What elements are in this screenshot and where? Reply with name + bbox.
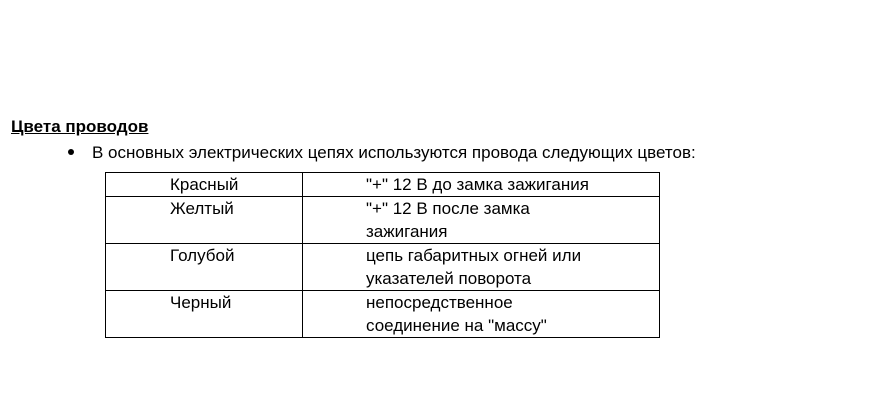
bullet-text: В основных электрических цепях используются провода следующих цветов:: [92, 143, 696, 162]
color-cell: [106, 197, 303, 244]
table-row: [106, 291, 660, 338]
purpose-text: "+" 12 В после замка зажигания: [366, 199, 530, 241]
color-cell: [106, 291, 303, 338]
purpose-text: непосредственное соединение на "массу": [366, 293, 547, 335]
section-heading: Цвета проводов: [11, 117, 149, 136]
purpose-text: цепь габаритных огней или указателей поворота: [366, 246, 582, 288]
purpose-cell: [303, 197, 660, 244]
purpose-cell: [303, 291, 660, 338]
purpose-cell: [303, 173, 660, 197]
color-name: Голубой: [170, 246, 235, 265]
purpose-text: "+" 12 В до замка зажигания: [366, 175, 589, 194]
color-cell: [106, 173, 303, 197]
table-row: [106, 197, 660, 244]
bullet-item: [68, 143, 696, 163]
wire-colors-table: [105, 172, 660, 338]
color-name: Красный: [170, 175, 239, 194]
color-name: Черный: [170, 293, 232, 312]
bullet-icon: [68, 149, 74, 155]
color-cell: [106, 244, 303, 291]
color-name: Желтый: [170, 199, 234, 218]
table-row: [106, 173, 660, 197]
purpose-cell: [303, 244, 660, 291]
table-row: [106, 244, 660, 291]
